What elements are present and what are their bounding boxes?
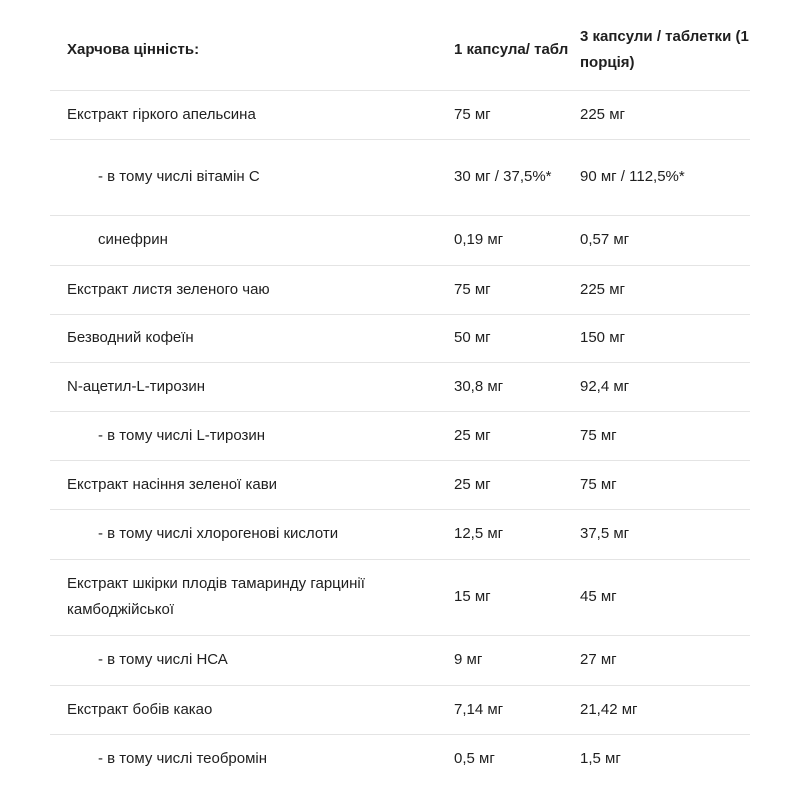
- table-row: [50, 460, 750, 509]
- row-name: - в тому числі L-тирозин: [98, 426, 266, 444]
- table-row: [50, 90, 750, 139]
- row-name: Екстракт насіння зеленої кави: [67, 475, 278, 493]
- row-per-one: 50 мг: [454, 329, 491, 346]
- table-header-row: [50, 10, 750, 90]
- row-per-three: 225 мг: [580, 280, 625, 298]
- table-row: [50, 362, 750, 411]
- header-per-one-capsule: 1 капсула/ табл: [454, 40, 569, 58]
- row-per-three: 150 мг: [580, 329, 625, 346]
- row-per-one: 75 мг: [454, 280, 491, 298]
- header-nutrition-value: Харчова цінність:: [67, 40, 200, 58]
- row-per-one: 25 мг: [454, 475, 491, 493]
- row-name: Екстракт гіркого апельсина: [67, 105, 256, 123]
- row-name: Екстракт бобів какао: [67, 700, 213, 718]
- row-per-one: 30 мг / 37,5%*: [454, 168, 552, 185]
- row-name: - в тому числі вітамін С: [98, 168, 260, 185]
- table-row: [50, 509, 750, 559]
- row-per-three: 75 мг: [580, 426, 617, 444]
- table-row: [50, 734, 750, 783]
- row-name: Безводний кофеїн: [67, 329, 194, 346]
- row-per-three: 27 мг: [580, 651, 617, 668]
- row-name: Екстракт шкірки плодів тамаринду гарцинії камбоджійської: [67, 575, 365, 618]
- row-per-three: 37,5 мг: [580, 525, 630, 542]
- row-per-three: 75 мг: [580, 475, 617, 493]
- row-name: - в тому числі хлорогенові кислоти: [98, 525, 339, 542]
- row-per-one: 9 мг: [454, 651, 483, 668]
- row-name: - в тому числі НСА: [98, 651, 228, 668]
- row-per-three: 0,57 мг: [580, 231, 630, 248]
- table-row: [50, 559, 750, 635]
- row-per-one: 15 мг: [454, 588, 491, 605]
- row-per-three: 1,5 мг: [580, 749, 621, 767]
- row-per-one: 25 мг: [454, 426, 491, 444]
- table-row: [50, 685, 750, 734]
- table-row: [50, 411, 750, 460]
- row-name: N-ацетил-L-тирозин: [67, 377, 206, 395]
- row-per-one: 0,19 мг: [454, 231, 504, 248]
- row-per-three: 90 мг / 112,5%*: [580, 168, 685, 185]
- row-per-three: 225 мг: [580, 105, 625, 123]
- table-row: [50, 635, 750, 685]
- table-row: [50, 139, 750, 215]
- row-per-one: 12,5 мг: [454, 525, 504, 542]
- row-name: Екстракт листя зеленого чаю: [67, 280, 270, 298]
- row-per-one: 75 мг: [454, 105, 491, 123]
- row-per-three: 92,4 мг: [580, 377, 630, 395]
- row-per-one: 7,14 мг: [454, 700, 504, 718]
- table-row: [50, 265, 750, 314]
- row-per-three: 45 мг: [580, 588, 617, 605]
- table-row: [50, 314, 750, 362]
- nutrition-table: [50, 10, 750, 783]
- row-per-one: 30,8 мг: [454, 377, 504, 395]
- row-per-one: 0,5 мг: [454, 749, 495, 767]
- row-name: - в тому числі теобромін: [98, 749, 268, 767]
- table-row: [50, 215, 750, 265]
- row-per-three: 21,42 мг: [580, 700, 638, 718]
- row-name: синефрин: [98, 231, 168, 248]
- header-per-three-capsules: 3 капсули / таблетки (1 порція): [580, 27, 749, 71]
